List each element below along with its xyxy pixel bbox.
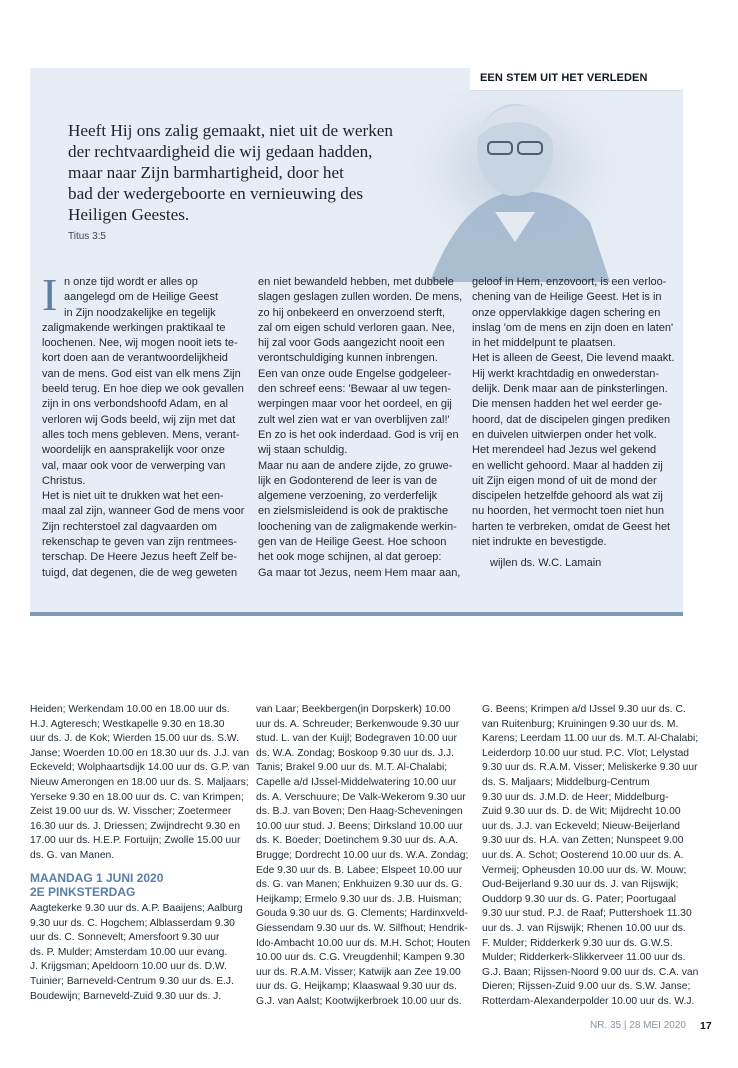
listing-line: G.J. van Aalst; Kootwijkerbroek 10.00 uur ds. xyxy=(256,995,462,1007)
article-line: in Zijn noodzakelijke en tegelijk xyxy=(64,306,216,319)
listing-line: ds. G. van Manen. xyxy=(30,849,115,861)
listing-line: Gouda 9.30 uur ds. G. Clements; Hardinxveld- xyxy=(256,908,468,920)
listing-line: Oud-Beijerland 9.30 uur ds. J. van Rijswijk; xyxy=(482,879,679,891)
quote-line: der rechtvaardigheid die wij gedaan hadden, xyxy=(68,142,373,161)
listing-line: uur ds. J. van Rijswijk; Rhenen 10.00 uur ds. xyxy=(482,922,686,934)
article-line: Zijn rechterstoel zal dagvaarden om xyxy=(42,520,217,533)
article-line: beeld terug. En hoe diep we ook gevallen xyxy=(42,383,244,396)
listing-line: 9.30 uur ds. R.A.M. Visser; Meliskerke 9.30 uur xyxy=(482,762,698,774)
article-line: hij zal voor Gods aangezicht nooit een xyxy=(258,337,445,350)
quote-line: Heiligen Geestes. xyxy=(68,205,190,224)
section-tag xyxy=(470,68,683,91)
article-line: wij staan schuldig. xyxy=(258,444,348,457)
listing-line: Leiderdorp 10.00 uur stud. P.C. Vlot; Lelystad xyxy=(482,747,690,759)
listing-line: Mulder; Ridderkerk-Slikkerveer 11.00 uur ds. xyxy=(482,952,686,964)
dropcap: I xyxy=(42,269,58,320)
article-line: Het is alleen de Geest, Die levend maakt. xyxy=(472,352,675,365)
listing-line: 10.00 uur stud. J. Beens; Dirksland 10.00 uur xyxy=(256,820,463,832)
day-heading-holiday: 2E PINKSTERDAG xyxy=(30,885,136,899)
article-line: in het middelpunt te plaatsen. xyxy=(472,337,616,350)
article-line: woordelijk en aansprakelijk voor onze xyxy=(42,444,225,457)
listing-line: ds. A. Verschuure; De Valk-Wekerom 9.30 uur xyxy=(256,791,466,803)
listing-column-1-continued xyxy=(30,902,243,1004)
listing-line: Yerseke 9.30 en 18.00 uur ds. C. van Krimpen; xyxy=(30,791,244,803)
quote-reference: Titus 3:5 xyxy=(68,231,106,242)
listing-line: uur ds. G. Heijkamp; Klaaswaal 9.30 uur ds. xyxy=(256,981,457,993)
article-line: hoord, dat de discipelen gingen prediken xyxy=(472,413,671,426)
listing-line: Dieren; Rijssen-Zuid 9.00 uur ds. S.W. Janse; xyxy=(482,981,691,993)
article-column-3 xyxy=(472,275,675,550)
article-line: Ga maar tot Jezus, neem Hem maar aan, xyxy=(258,566,461,579)
listing-line: ds. W.A. Zondag; Boskoop 9.30 uur ds. J.J. xyxy=(256,747,455,759)
listing-line: ds. B.J. van Boven; Den Haag-Scheveningen xyxy=(256,806,463,818)
section-label: EEN STEM UIT HET VERLEDEN xyxy=(480,72,648,84)
article-line: harten te verbreken, omdat de Geest het xyxy=(472,520,671,533)
listing-line: Nieuw Amerongen en 18.00 uur ds. S. Maljaars; xyxy=(30,776,249,788)
article-line: en wellicht gehoord. Maar al hadden zij xyxy=(472,459,663,472)
article-line: verloren wij Gods beeld, wij zijn met dat xyxy=(42,413,236,426)
listing-line: uur ds. C. Sonnevelt; Amersfoort 9.30 uur xyxy=(30,932,220,944)
article-line: en niet bewandeld hebben, met dubbele xyxy=(258,276,454,288)
listing-line: Tuinier; Barneveld-Centrum 9.30 uur ds. E.J. xyxy=(30,975,234,987)
feature-divider xyxy=(30,612,683,616)
article-line: zijn in ons verbondshoofd Adam, en al xyxy=(42,398,228,411)
article-line: Hij werkt krachtdadig en onwederstan- xyxy=(472,367,660,380)
listing-line: uur ds. J.J. van Eckeveld; Nieuw-Beijerland xyxy=(482,820,681,832)
listing-line: Ido-Ambacht 10.00 uur ds. M.H. Schot; Houten xyxy=(256,937,471,949)
quote-line: Heeft Hij ons zalig gemaakt, niet uit de werken xyxy=(68,121,394,140)
article-line: van de mens. God eist van elk mens Zijn xyxy=(42,367,241,380)
listing-line: van Ruitenburg; Kruiningen 9.30 uur ds. M. xyxy=(482,718,679,730)
article-line: niet indrukte en bevestigde. xyxy=(472,536,607,549)
article-line: n onze tijd wordt er alles op xyxy=(64,276,198,288)
article-line: aangelegd om de Heilige Geest xyxy=(64,291,219,304)
article-line: Het merendeel had Jezus wel gekend xyxy=(472,444,657,457)
listing-line: Ede 9.30 uur ds. B. Labee; Elspeet 10.00 uur xyxy=(256,864,463,876)
listing-line: Aagtekerke 9.30 uur ds. A.P. Baaijens; Aalburg xyxy=(30,903,243,914)
day-heading-date: MAANDAG 1 JUNI 2020 xyxy=(30,871,164,885)
listing-line: Vermeij; Opheusden 10.00 uur ds. W. Mouw; xyxy=(482,864,687,876)
article-line: rekenschap te geven van zijn rentmees- xyxy=(42,536,238,549)
listing-line: Ouddorp 9.30 uur ds. G. Pater; Poortugaal xyxy=(482,893,677,905)
listing-line: 16.30 uur ds. J. Driessen; Zwijndrecht 9.30 en xyxy=(30,820,241,832)
listing-line: uur ds. A. Schot; Oosterend 10.00 uur ds. A. xyxy=(482,849,684,861)
listing-line: Giessendam 9.30 uur ds. W. Silfhout; Hendrik- xyxy=(256,922,468,934)
listing-line: ds. P. Mulder; Amsterdam 10.00 uur evang. xyxy=(30,946,228,958)
article-line: zaligmakende werkingen praktikaal te xyxy=(42,321,226,334)
listing-line: van Laar; Beekbergen(in Dorpskerk) 10.00 xyxy=(256,704,451,715)
listing-line: Heiden; Werkendam 10.00 en 18.00 uur ds. xyxy=(30,704,230,715)
listing-line: uur ds. J. de Kok; Wierden 15.00 uur ds. S.W. xyxy=(30,733,239,745)
article-column-2 xyxy=(258,275,463,581)
listing-line: Zuid 9.30 uur ds. D. de Wit; Mijdrecht 10.00 xyxy=(482,806,681,818)
article-line: zult wel zien wat er van overblijven zal!' xyxy=(258,413,450,426)
article-line: loochenen. Nee, wij mogen nooit iets te- xyxy=(42,337,238,350)
article-line: zal om eigen schuld verloren gaan. Nee, xyxy=(258,321,455,334)
article-line: den schreef eens: 'Bewaar al uw tegen- xyxy=(258,383,451,396)
page-number: 17 xyxy=(700,1020,712,1032)
article-line: het ook moge schijnen, al dat geroep: xyxy=(258,551,442,564)
article-line: Maar nu aan de andere zijde, zo gruwe- xyxy=(258,459,453,472)
article-line: zo hij onbekeerd en onverzoend sterft, xyxy=(258,306,446,319)
listing-line: G.J. Baan; Rijssen-Noord 9.00 uur ds. C.A. van xyxy=(482,966,699,978)
listing-line: J. Krijgsman; Apeldoorn 10.00 uur ds. D.W. xyxy=(30,961,227,973)
issue-info: NR. 35 | 28 MEI 2020 xyxy=(590,1020,686,1031)
listing-column-1 xyxy=(30,703,250,864)
article-line: Christus. xyxy=(42,474,86,487)
listing-column-2 xyxy=(256,703,471,1009)
article-line: En zo is het ook inderdaad. God is vrij en xyxy=(258,428,459,441)
listing-line: Tanis; Brakel 9.00 uur ds. M.T. Al-Chalabi; xyxy=(256,762,448,774)
listing-line: Heijkamp; Ermelo 9.30 uur ds. J.B. Huisman; xyxy=(256,893,462,905)
listing-line: F. Mulder; Ridderkerk 9.30 uur ds. G.W.S. xyxy=(482,937,673,949)
article-line: tuigd, dat degenen, die de weg geweten xyxy=(42,566,238,579)
listing-line: 9.30 uur ds. C. Hogchem; Alblasserdam 9.30 xyxy=(30,917,235,929)
listing-line: 9.30 uur stud. P.J. de Raaf; Puttershoek 11.30 xyxy=(482,908,692,920)
listing-line: Karens; Leerdam 11.00 uur ds. M.T. Al-Chalabi; xyxy=(482,733,699,745)
listing-line: stud. L. van der Kuijl; Bodegraven 10.00 uur xyxy=(256,733,457,745)
article-line: slagen geslagen zullen worden. De mens, xyxy=(258,291,463,304)
listing-line: Capelle a/d IJssel-Middelwatering 10.00 uur xyxy=(256,776,457,788)
quote-line: maar naar Zijn barmhartigheid, door het xyxy=(68,163,344,182)
article-line: loochening van de zaligmakende werkin- xyxy=(258,520,457,533)
day-heading xyxy=(30,871,163,899)
article-line: inslag 'om de mens en zijn doen en laten' xyxy=(472,321,674,334)
article-line: chening van de Heilige Geest. Het is in xyxy=(472,291,662,304)
listing-line: ds. S. Maljaars; Middelburg-Centrum xyxy=(482,776,650,788)
article-column-1 xyxy=(42,275,245,581)
article-line: alles toch mens gebleven. Mens, verant- xyxy=(42,428,240,441)
author-signature: wijlen ds. W.C. Lamain xyxy=(490,557,602,569)
listing-line: Rotterdam-Alexanderpolder 10.00 uur ds. W.J. xyxy=(482,995,695,1007)
listing-line: G. Beens; Krimpen a/d IJssel 9.30 uur ds. C. xyxy=(482,704,686,715)
listing-line: 9.30 uur ds. H.A. van Zetten; Nunspeet 9.00 xyxy=(482,835,684,847)
article-line: delijk. Denk maar aan de pinksterlingen. xyxy=(472,383,668,396)
article-line: geloof in Hem, enzovoort, is een verloo- xyxy=(472,276,667,288)
article-line: Het is niet uit te drukken wat het een- xyxy=(42,490,224,503)
listing-line: Eckeveld; Wolphaartsdijk 14.00 uur ds. G.P. van xyxy=(30,762,250,774)
listing-line: Brugge; Dordrecht 10.00 uur ds. W.A. Zondag; xyxy=(256,849,469,861)
article-line: en zielsmisleidend is ook de praktische xyxy=(258,505,449,518)
article-line: algemene verzoening, zo verderfelijk xyxy=(258,490,438,503)
listing-line: Boudewijn; Barneveld-Zuid 9.30 uur ds. J. xyxy=(30,990,222,1002)
quote-line: bad der wedergeboorte en vernieuwing des xyxy=(68,184,364,203)
listing-line: ds. G. van Manen; Enkhuizen 9.30 uur ds. G. xyxy=(256,879,463,891)
article-line: en duivelen uitwierpen onder het volk. xyxy=(472,428,657,441)
listing-column-3 xyxy=(482,703,699,1009)
article-line: terschap. De Heere Jezus heeft Zelf be- xyxy=(42,551,238,564)
article-line: discipelen hetzelfde gehoord als wat zij xyxy=(472,490,663,503)
listing-line: Zeist 19.00 uur ds. W. Visscher; Zoetermeer xyxy=(30,806,232,818)
listing-line: H.J. Agteresch; Westkapelle 9.30 en 18.30 xyxy=(30,718,225,730)
listing-line: 17.00 uur ds. H.E.P. Fortuijn; Zwolle 15.00 uur xyxy=(30,835,241,847)
article-line: Een van onze oude Engelse godgeleer- xyxy=(258,367,452,380)
listing-line: uur ds. A. Schreuder; Berkenwoude 9.30 uur xyxy=(256,718,460,730)
article-line: nu hoorden, het vermocht toen niet hun xyxy=(472,505,665,518)
listing-line: uur ds. R.A.M. Visser; Katwijk aan Zee 19.00 xyxy=(256,966,461,978)
article-line: kort doen aan de verantwoordelijkheid xyxy=(42,352,228,365)
article-line: verontschuldiging kunnen inbrengen. xyxy=(258,352,438,365)
listing-line: ds. K. Boeder; Doetinchem 9.30 uur ds. A.A. xyxy=(256,835,459,847)
article-line: lijk en Godonterend de leer is van de xyxy=(258,474,438,487)
article-line: maal zal zijn, wanneer God de mens voor xyxy=(42,505,245,518)
article-line: val, maar ook voor de verwerping van xyxy=(42,459,226,472)
article-line: Die mensen hadden het wel eerder ge- xyxy=(472,398,663,411)
article-line: gen van de Heilige Geest. Hoe schoon xyxy=(258,536,447,549)
article-line: onze oppervlakkige dagen schering en xyxy=(472,306,661,319)
listing-line: 9.30 uur ds. J.M.D. de Heer; Middelburg- xyxy=(482,791,669,803)
listing-line: 10.00 uur ds. C.G. Vreugdenhil; Kampen 9.30 xyxy=(256,952,465,964)
article-line: uit Zijn eigen mond of uit de mond der xyxy=(472,474,657,487)
scripture-quote xyxy=(68,120,438,225)
article-line: werpingen maar voor het oordeel, en gij xyxy=(258,398,452,411)
listing-line: Janse; Woerden 10.00 en 18.30 uur ds. J.J. van xyxy=(30,747,250,759)
